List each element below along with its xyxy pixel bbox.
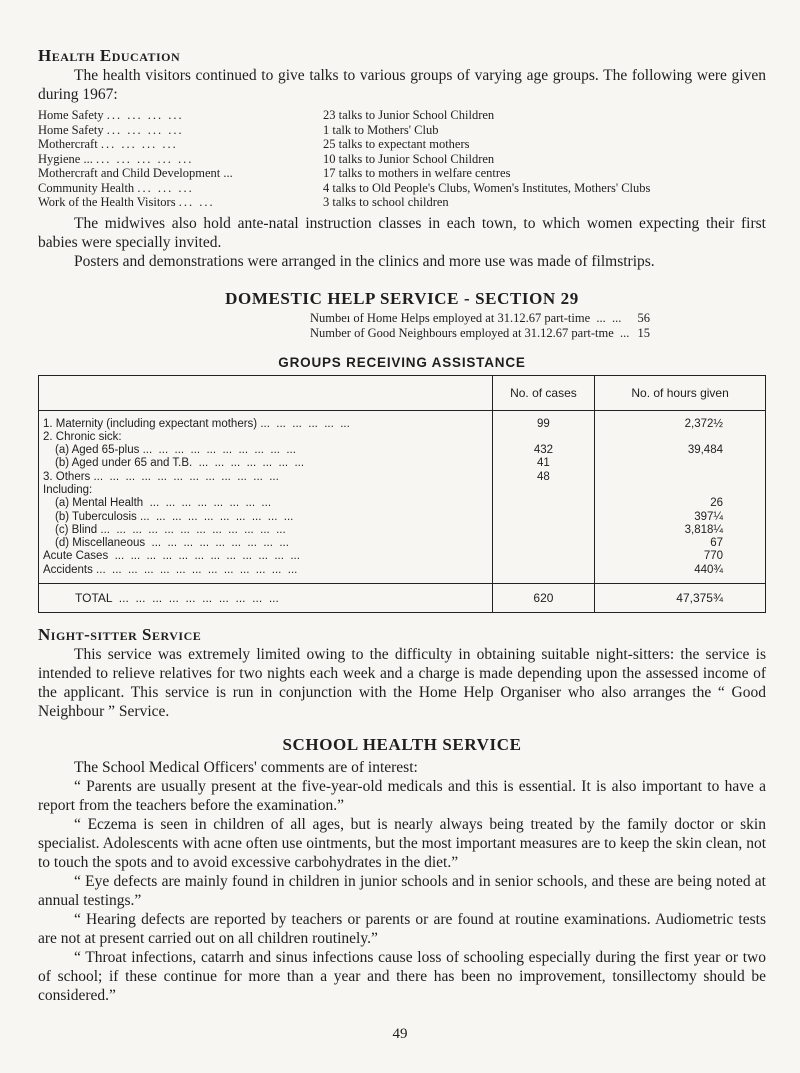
- talk-row: Home Safety ... ... ... ... 23 talks to Junior School Children: [38, 108, 766, 123]
- cases-column: [492, 410, 594, 584]
- talk-subject: Mothercraft: [38, 137, 98, 151]
- hours-value: [595, 431, 765, 444]
- talk-row: Hygiene ... ... ... ... ... ... 10 talks to Junior School Children: [38, 152, 766, 167]
- table-header-row: [39, 375, 766, 410]
- hours-value: 3,818¼: [684, 523, 723, 536]
- row-label: (b) Tuberculosis ... ... ... ... ... ... ... ... ... ...: [55, 510, 294, 523]
- posters-paragraph: Posters and demonstrations were arranged in the clinics and more use was made of filmstrips.: [74, 252, 655, 270]
- hours-value: 397¼: [694, 510, 723, 523]
- row-label: (d) Miscellaneous ... ... ... ... ... ... ... ... ...: [55, 537, 289, 550]
- talk-description: 10 talks to Junior School Children: [323, 151, 495, 166]
- talk-row: Community Health ... ... ... 4 talks to Old People's Clubs, Women's Institutes, Mothers' Clubs: [38, 181, 766, 196]
- row-label: (a) Mental Health ... ... ... ... ... ... ... ...: [55, 497, 272, 510]
- document-page: [38, 46, 766, 1005]
- hours-column: [595, 410, 766, 584]
- talk-subject: Home Safety: [38, 108, 104, 122]
- night-sitter-paragraph: This service was extremely limited owing to the difficulty in obtaining suitable night-sitters: the service is intended to relieve relatives for two nights each week and a charge is made depending upon the assessed income of the applicant. This service is run in conjunction with the Home Help Organiser who also arranges the “ Good Neighbour ” Service.: [38, 646, 766, 721]
- cases-value: [493, 484, 594, 497]
- total-hours: 47,375¾: [595, 584, 766, 613]
- hours-value: [595, 457, 765, 470]
- cases-value: [493, 537, 594, 550]
- talk-subject: Mothercraft and Child Development ...: [38, 166, 233, 180]
- cases-value: [493, 550, 594, 563]
- quote-paragraph: “ Eye defects are mainly found in children in junior schools and in senior schools, and these are being noted at annual testings.”: [38, 873, 766, 910]
- total-label: TOTAL: [75, 591, 113, 606]
- midwives-paragraph: The midwives also hold ante-natal instruction classes in each town, to which women expecting their first babies were specially invited.: [38, 214, 766, 251]
- total-cases: 620: [492, 584, 594, 613]
- talk-subject: Home Safety: [38, 122, 104, 137]
- groups-table-title: GROUPS RECEIVING ASSISTANCE: [278, 354, 526, 370]
- talk-description: 23 talks to Junior School Children: [323, 108, 495, 122]
- total-label-cell: TOTAL ... ... ... ... ... ... ... ... ... ...: [39, 584, 493, 613]
- header-hours: No. of hours given: [595, 375, 766, 410]
- cases-value: [493, 511, 594, 524]
- domestic-help-label: Number of Good Neighbours employed at 31.12.67 part-tme: [310, 325, 614, 340]
- header-cases: No. of cases: [492, 375, 594, 410]
- talk-description: 17 talks to mothers in welfare centres: [323, 166, 511, 180]
- talk-row: Mothercraft ... ... ... ... 25 talks to expectant mothers: [38, 137, 766, 152]
- domestic-help-lines: [310, 311, 766, 341]
- hours-value: 39,484: [687, 444, 723, 457]
- quote-paragraph: “ Eczema is seen in children of all ages, but is nearly always being treated by the family doctor or skin specialist. Adolescents with acne often use ointments, but the most important measures are to keep the skin clean, not to touch the spots and to avoid excessive carbohydrates in the diet.”: [38, 816, 766, 872]
- talk-subject: Community Health: [38, 180, 135, 195]
- talk-row: [38, 166, 766, 181]
- talk-subject: Work of the Health Visitors: [38, 195, 176, 209]
- domestic-help-value: 15: [637, 325, 650, 340]
- talk-row: Home Safety ... ... ... ... 1 talk to Mothers' Club: [38, 123, 766, 138]
- quote-paragraph: “ Throat infections, catarrh and sinus infections cause loss of schooling especially during the first year or two of school; if these continue for more than a year and there has been no improvement, tonsillectomy should be considered.”: [38, 949, 766, 1005]
- hours-value: 440¾: [694, 563, 723, 576]
- hours-value: [595, 471, 765, 484]
- domestic-help-row: Numbeı of Home Helps employed at 31.12.67 part-time ... ... 56: [310, 310, 650, 325]
- talk-description: 1 talk to Mothers' Club: [323, 122, 439, 137]
- cases-value: [493, 497, 594, 510]
- row-label: (b) Aged under 65 and T.B. ... ... ... ... ... ... ...: [55, 457, 305, 470]
- groups-assistance-table: [38, 375, 766, 614]
- domestic-help-value: 56: [637, 310, 650, 325]
- hours-value: [595, 484, 765, 497]
- row-label: Accidents ... ... ... ... ... ... ... ... ... ... ... ... ...: [43, 563, 298, 576]
- talk-description: 3 talks to school children: [323, 195, 449, 209]
- hours-value: 770: [703, 550, 723, 563]
- quote-paragraph: “ Parents are usually present at the five-year-old medicals and this is essential. It is also important to have a report from the teachers before the examination.”: [38, 778, 766, 815]
- row-label: 2. Chronic sick:: [43, 430, 122, 443]
- night-sitter-heading: Night-sitter Service: [38, 625, 202, 645]
- cases-value: [493, 564, 594, 577]
- row-label: (c) Blind ... ... ... ... ... ... ... ... ... ... ... ...: [55, 523, 286, 536]
- row-label: 1. Maternity (including expectant mothers) ... ... ... ... ... ...: [43, 417, 350, 430]
- talk-description: 4 talks to Old People's Clubs, Women's Institutes, Mothers' Clubs: [323, 180, 651, 195]
- talk-row: Work of the Health Visitors ... ... 3 talks to school children: [38, 195, 766, 210]
- school-health-heading: SCHOOL HEALTH SERVICE: [282, 735, 522, 755]
- row-label: Acute Cases ... ... ... ... ... ... ... ... ... ... ... ...: [43, 550, 300, 563]
- hours-value: 67: [710, 537, 723, 550]
- domestic-help-heading: DOMESTIC HELP SERVICE - SECTION 29: [225, 288, 579, 308]
- quote-paragraph: “ Hearing defects are reported by teachers or parents or are found at routine examinations. Audiometric tests are not at present carried out on all children routinely.”: [38, 911, 766, 948]
- cases-value: 41: [537, 457, 550, 470]
- cases-value: 432: [533, 444, 554, 457]
- table-body-row: [39, 410, 766, 584]
- domestic-help-label: Numbeı of Home Helps employed at 31.12.67 part-time: [310, 310, 591, 325]
- table-total-row: [39, 584, 766, 613]
- school-health-intro: The School Medical Officers' comments are of interest:: [74, 759, 418, 777]
- cases-value: [493, 431, 594, 444]
- domestic-help-row: Number of Good Neighbours employed at 31.12.67 part-tme ... 15: [310, 325, 650, 340]
- row-label: Including:: [43, 483, 93, 496]
- cases-value: [493, 524, 594, 537]
- talk-subject: Hygiene ...: [38, 151, 93, 166]
- health-education-intro: The health visitors continued to give talks to various groups of varying age groups. The following were given during 1967:: [38, 67, 766, 103]
- page-number: 49: [392, 1026, 408, 1042]
- cases-value: 48: [537, 470, 550, 483]
- health-education-heading: Health Education: [38, 46, 181, 65]
- talk-description: 25 talks to expectant mothers: [323, 137, 470, 151]
- row-label: (a) Aged 65-plus ... ... ... ... ... ... ... ... ... ...: [55, 444, 296, 457]
- labels-column: [39, 410, 493, 584]
- hours-value: 2,372½: [684, 417, 723, 430]
- row-label: 3. Others ... ... ... ... ... ... ... ... ... ... ... ...: [43, 470, 279, 483]
- hours-value: 26: [710, 497, 723, 510]
- talks-list: [38, 108, 766, 210]
- cases-value: 99: [537, 417, 550, 430]
- header-blank: [39, 375, 493, 410]
